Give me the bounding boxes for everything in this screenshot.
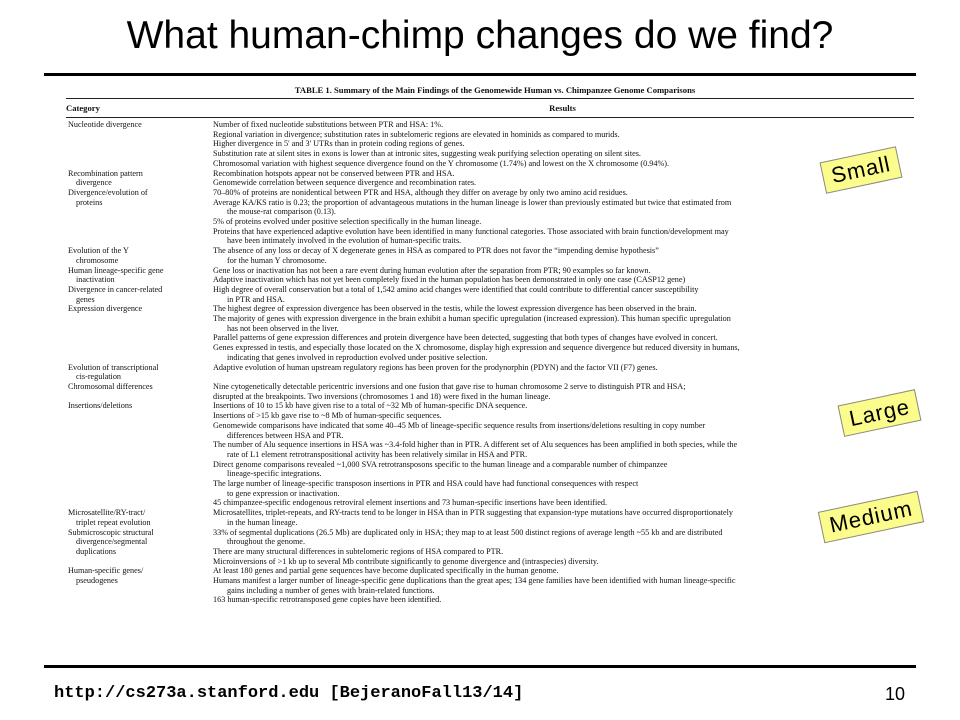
category-line: inactivation bbox=[76, 275, 115, 285]
table-caption: TABLE 1. Summary of the Main Findings of the Genomewide Human vs. Chimpanzee Genome Comparisons bbox=[294, 85, 696, 95]
table-row bbox=[66, 382, 914, 401]
category-line: Nucleotide divergence bbox=[68, 120, 142, 129]
result-line: in PTR and HSA. bbox=[227, 294, 285, 304]
result-line: in the human lineage. bbox=[227, 517, 298, 527]
result-line: 5% of proteins evolved under positive selection specifically in the human lineage. bbox=[213, 217, 482, 227]
result-line: Regional variation in divergence; substitution rates in subtelomeric regions are elevated in hominids as compared to murids. bbox=[213, 129, 620, 139]
result-line: differences between HSA and PTR. bbox=[227, 430, 344, 440]
category-line: Human-specific genes/ bbox=[68, 566, 144, 576]
result-line: 33% of segmental duplications (26.5 Mb) are duplicated only in HSA; they map to at least 500 distinct regions of average length ~55 kb and are distributed bbox=[213, 527, 723, 537]
category-line: divergence/segmental bbox=[76, 537, 148, 547]
row-category bbox=[66, 382, 213, 401]
result-line: lineage-specific integrations. bbox=[227, 469, 322, 479]
label-medium: Medium bbox=[818, 491, 925, 544]
row-results bbox=[213, 246, 914, 265]
category-line: chromosome bbox=[76, 255, 119, 265]
category-line: Divergence/evolution of bbox=[68, 187, 148, 197]
result-line: High degree of overall conservation but a total of 1,542 amino acid changes were identified that could contribute to differential cancer susceptibility bbox=[213, 284, 699, 294]
row-category bbox=[66, 566, 213, 605]
category-line: genes bbox=[76, 294, 95, 304]
result-line: Parallel patterns of gene expression differences and protein divergence have been detected, suggesting that both types of changes have evolved in concert. bbox=[213, 333, 718, 343]
table-row bbox=[66, 508, 914, 527]
title-divider bbox=[44, 73, 916, 76]
table-row bbox=[66, 169, 914, 188]
summary-table bbox=[66, 84, 914, 660]
row-results bbox=[213, 285, 914, 304]
result-line: Genomewide correlation between sequence divergence and recombination rates. bbox=[213, 178, 477, 188]
result-line: Adaptive evolution of human upstream regulatory regions has been proven for the prodynorphin (PDYN) and the factor VII (F7) genes. bbox=[213, 362, 658, 372]
result-line: Genes expressed in testis, and especially those located on the X chromosome, display high expression and sequence divergence but reduced diversity in humans, bbox=[213, 343, 740, 353]
page-number: 10 bbox=[885, 684, 906, 704]
table-row bbox=[66, 363, 914, 382]
result-line: The large number of lineage-specific transposon insertions in PTR and HSA could have had functional consequences with respect bbox=[213, 479, 639, 489]
result-line: Number of fixed nucleotide substitutions between PTR and HSA: 1%. bbox=[213, 120, 444, 129]
result-line: Substitution rate at silent sites in exons is lower than at intronic sites, suggesting weak purifying selection operating on silent sites. bbox=[213, 149, 641, 159]
result-line: The number of Alu sequence insertions in HSA was ~3.4-fold higher than in PTR. A different set of Alu sequences has been amplified in both species, while the bbox=[213, 440, 738, 450]
result-line: Genomewide comparisons have indicated that some 40–45 Mb of lineage-specific sequence results from insertions/deletions resulting in copy number bbox=[213, 420, 706, 430]
result-line: the mouse-rat comparison (0.13). bbox=[227, 207, 336, 217]
result-line: throughout the genome. bbox=[227, 537, 305, 547]
table-row bbox=[66, 304, 914, 362]
result-line: gains including a number of genes with brain-related functions. bbox=[227, 585, 435, 595]
result-line: for the human Y chromosome. bbox=[227, 255, 327, 265]
table-row bbox=[66, 246, 914, 265]
result-line: Higher divergence in 5' and 3' UTRs than in protein coding regions of genes. bbox=[213, 139, 465, 149]
result-line: The majority of genes with expression divergence in the brain exhibit a human specific upregulation (increased expression). This human specific upregulation bbox=[213, 314, 731, 324]
category-line: Human lineage-specific gene bbox=[68, 265, 164, 275]
table-rule bbox=[66, 117, 914, 118]
table-body bbox=[66, 120, 914, 605]
row-results bbox=[213, 169, 914, 188]
result-line: Proteins that have experienced adaptive evolution have been identified in many functional categories. Those associated with brain function/development may bbox=[213, 226, 729, 236]
category-line: proteins bbox=[76, 197, 103, 207]
row-category bbox=[66, 363, 213, 382]
row-category bbox=[66, 528, 213, 567]
result-line: Humans manifest a larger number of lineage-specific gene duplications than the great apes; 134 gene families have been identified with human lineage-specific bbox=[213, 576, 736, 586]
category-line: divergence bbox=[76, 178, 112, 188]
result-line: Gene loss or inactivation has not been a rare event during human evolution after the separation from PTR; 90 examples so far known. bbox=[213, 265, 651, 275]
row-category bbox=[66, 304, 213, 362]
result-line: Nine cytogenetically detectable pericentric inversions and one fusion that gave rise to human chromosome 2 serve to distinguish PTR and HSA; bbox=[213, 381, 686, 391]
footer-divider bbox=[44, 665, 916, 668]
slide-title: What human-chimp changes do we find? bbox=[126, 14, 834, 57]
row-category bbox=[66, 169, 213, 188]
result-line: disrupted at the breakpoints. Two inversions (chromosomes 1 and 18) were fixed in the human lineage. bbox=[213, 391, 551, 401]
row-category bbox=[66, 508, 213, 527]
category-line: Divergence in cancer-related bbox=[68, 284, 163, 294]
category-line: Chromosomal differences bbox=[68, 381, 153, 391]
result-line: At least 180 genes and partial gene sequences have become duplicated specifically in the human genome. bbox=[213, 566, 559, 576]
result-line: The highest degree of expression divergence has been observed in the testis, while the lowest expression divergence has been observed in the brain. bbox=[213, 304, 697, 314]
result-line: Insertions of 10 to 15 kb have given rise to a total of ~32 Mb of human-specific DNA sequence. bbox=[213, 401, 528, 411]
row-category bbox=[66, 285, 213, 304]
table-rule bbox=[66, 98, 914, 99]
footer-url: http://cs273a.stanford.edu [BejeranoFall13/14] bbox=[54, 684, 524, 703]
result-line: There are many structural differences in subtelomeric regions of HSA compared to PTR. bbox=[213, 546, 504, 556]
header-results: Results bbox=[549, 103, 576, 113]
category-line: Insertions/deletions bbox=[68, 401, 133, 411]
row-results bbox=[213, 120, 914, 169]
table-row bbox=[66, 188, 914, 246]
row-category bbox=[66, 266, 213, 285]
result-line: has not been observed in the liver. bbox=[227, 323, 339, 333]
row-results bbox=[213, 508, 914, 527]
result-line: rate of L1 element retrotranspositional activity has been relatively similar in HSA and PTR. bbox=[227, 449, 528, 459]
result-line: 163 human-specific retrotransposed gene copies have been identified. bbox=[213, 595, 442, 605]
result-line: 45 chimpanzee-specific endogenous retroviral element insertions and 73 human-specific insertions have been identified. bbox=[213, 498, 607, 508]
result-line: Adaptive inactivation which has not yet been completely fixed in the human population has been demonstrated in only one case (CASP12 gene) bbox=[213, 275, 686, 285]
label-small: Small bbox=[820, 146, 903, 194]
table-row bbox=[66, 566, 914, 605]
row-results bbox=[213, 304, 914, 362]
label-large: Large bbox=[838, 389, 922, 437]
row-results bbox=[213, 401, 914, 508]
table-row bbox=[66, 285, 914, 304]
result-line: Average KA/KS ratio is 0.23; the proportion of advantageous mutations in the human lineage is lower than previously estimated but twice that estimated from bbox=[213, 197, 732, 207]
row-results bbox=[213, 566, 914, 605]
row-results bbox=[213, 266, 914, 285]
result-line: Chromosomal variation with highest sequence divergence found on the Y chromosome (1.74%) and lowest on the X chromosome (0.94%). bbox=[213, 158, 670, 168]
row-category bbox=[66, 246, 213, 265]
result-line: Microinversions of >1 kb up to several Mb contribute significantly to genome divergence and (intraspecies) diversity. bbox=[213, 556, 599, 566]
result-line: The absence of any loss or decay of X degenerate genes in HSA as compared to PTR does not favor the “impending demise hypothesis” bbox=[213, 246, 659, 256]
row-results bbox=[213, 528, 914, 567]
result-line: have been intimately involved in the evolution of human-specific traits. bbox=[227, 236, 462, 246]
table-row bbox=[66, 401, 914, 508]
category-line: Microsatellite/RY-tract/ bbox=[68, 508, 146, 518]
row-category bbox=[66, 188, 213, 246]
table-header bbox=[66, 101, 914, 115]
result-line: Recombination hotspots appear not be conserved between PTR and HSA. bbox=[213, 168, 455, 178]
result-line: indicating that genes involved in reproduction evolved under positive selection. bbox=[227, 352, 488, 362]
category-line: Evolution of the Y bbox=[68, 246, 129, 256]
result-line: Insertions of >15 kb gave rise to ~8 Mb of human-specific sequences. bbox=[213, 411, 442, 421]
result-line: Direct genome comparisons revealed ~1,000 SVA retrotransposons specific to the human lineage and a comparable number of chimpanzee bbox=[213, 459, 668, 469]
category-line: pseudogenes bbox=[76, 576, 118, 586]
row-results bbox=[213, 363, 914, 382]
row-results bbox=[213, 188, 914, 246]
table-row bbox=[66, 120, 914, 169]
category-line: Recombination pattern bbox=[68, 168, 143, 178]
category-line: cis-regulation bbox=[76, 372, 122, 382]
row-results bbox=[213, 382, 914, 401]
result-line: Microsatellites, triplet-repeats, and RY-tracts tend to be longer in HSA than in PTR suggesting that expansion-type mutations have occurred disproportionately bbox=[213, 508, 734, 518]
category-line: Expression divergence bbox=[68, 304, 143, 314]
result-line: 70–80% of proteins are nonidentical between PTR and HSA, although they differ on average by only two amino acid residues. bbox=[213, 187, 628, 197]
row-category bbox=[66, 401, 213, 508]
table-row bbox=[66, 528, 914, 567]
category-line: duplications bbox=[76, 546, 117, 556]
table-row bbox=[66, 266, 914, 285]
category-line: triplet repeat evolution bbox=[76, 517, 151, 527]
header-category: Category bbox=[66, 103, 100, 113]
category-line: Submicroscopic structural bbox=[68, 527, 154, 537]
result-line: to gene expression or inactivation. bbox=[227, 488, 340, 498]
row-category bbox=[66, 120, 213, 169]
category-line: Evolution of transcriptional bbox=[68, 362, 159, 372]
